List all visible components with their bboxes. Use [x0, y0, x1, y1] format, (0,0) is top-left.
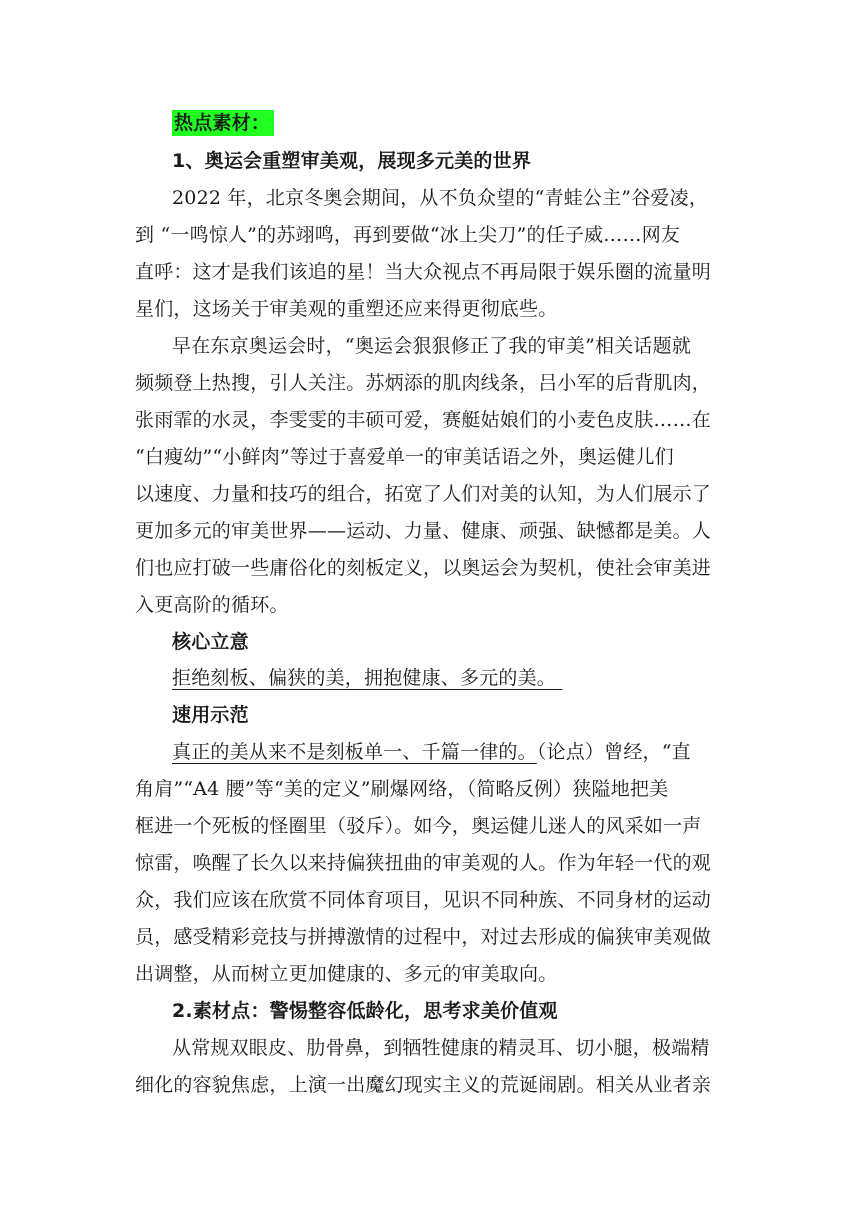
paragraph-line: 框进一个死板的怪圈里（驳斥）。如今，奥运健儿迷人的风采如一声 [135, 815, 702, 837]
paragraph-line: 以速度、力量和技巧的组合，拓宽了人们对美的认知，为人们展示了 [135, 483, 712, 505]
paragraph-line: 真正的美从来不是刻板单一、千篇一律的。（论点）曾经，“直 [172, 741, 691, 763]
section1-title: 1、奥运会重塑审美观，展现多元美的世界 [172, 150, 532, 172]
paragraph-line: 惊雷，唤醒了长久以来持偏狭扭曲的审美观的人。作为年轻一代的观 [135, 852, 712, 874]
paragraph-line: 早在东京奥运会时，“奥运会狠狠修正了我的审美”相关话题就 [172, 335, 692, 357]
paragraph-line: “白瘦幼”“小鲜肉”等过于喜爱单一的审美话语之外，奥运健儿们 [135, 446, 674, 468]
paragraph-line: 员，感受精彩竞技与拼搏激情的过程中，对过去形成的偏狭审美观做 [135, 926, 712, 948]
core-idea-text: 拒绝刻板、偏狭的美，拥抱健康、多元的美。 [172, 667, 557, 689]
demo-heading: 速用示范 [172, 704, 249, 726]
paragraph-line: 入更高阶的循环。 [135, 594, 289, 616]
section2-title: 2.素材点：警惕整容低龄化，思考求美价值观 [172, 1000, 558, 1022]
paragraph-line: 星们，这场关于审美观的重塑还应来得更彻底些。 [135, 298, 558, 320]
paragraph-line: 2022 年，北京冬奥会期间，从不负众望的“青蛙公主”谷爱凌， [172, 187, 709, 209]
paragraph-line: 出调整，从而树立更加健康的、多元的审美取向。 [135, 963, 558, 985]
paragraph-line: 更加多元的审美世界——运动、力量、健康、顽强、缺憾都是美。人 [135, 520, 712, 542]
core-idea-heading: 核心立意 [172, 631, 249, 653]
paragraph-line: 频频登上热搜，引人关注。苏炳添的肌肉线条，吕小军的后背肌肉， [135, 372, 712, 394]
paragraph-line: 到 “一鸣惊人”的苏翊鸣，再到要做“冰上尖刀”的任子威……网友 [135, 224, 681, 246]
hot-topic-label: 热点素材： [172, 108, 782, 135]
paragraph-line: 细化的容貌焦虑，上演一出魔幻现实主义的荒诞闹剧。相关从业者亲 [135, 1074, 712, 1096]
paragraph-line: 众，我们应该在欣赏不同体育项目，见识不同种族、不同身材的运动 [135, 889, 712, 911]
paragraph-line: 角肩”“A4 腰”等“美的定义”刷爆网络，（简略反例）狭隘地把美 [135, 778, 669, 800]
paragraph-line: 们也应打破一些庸俗化的刻板定义，以奥运会为契机，使社会审美进 [135, 557, 712, 579]
paragraph-line: 从常规双眼皮、肋骨鼻，到牺牲健康的精灵耳、切小腿，极端精 [172, 1037, 710, 1059]
paragraph-line: 直呼：这才是我们该追的星！当大众视点不再局限于娱乐圈的流量明 [135, 261, 712, 283]
paragraph-line: 张雨霏的水灵，李雯雯的丰硕可爱，赛艇姑娘们的小麦色皮肤……在 [135, 409, 712, 431]
thesis-text: 真正的美从来不是刻板单一、千篇一律的。 [172, 741, 537, 763]
